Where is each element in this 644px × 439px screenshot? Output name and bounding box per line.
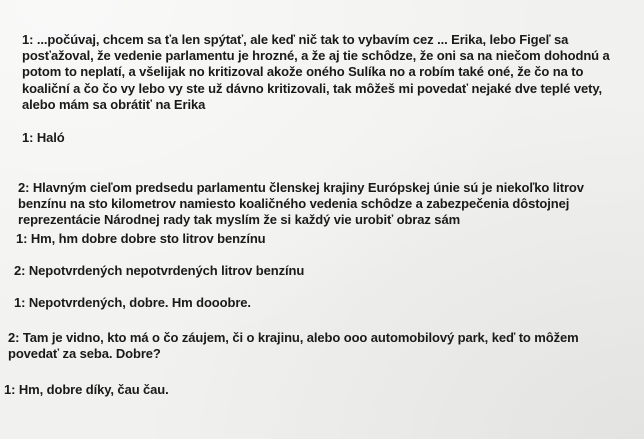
paragraph-speaker2-answer — [18, 180, 584, 229]
text-line: 2: Hlavným cieľom predsedu parlamentu členskej krajiny Európskej únie sú je niekoľko litrov — [18, 180, 584, 195]
paragraph-speaker1-reply — [16, 231, 266, 247]
paragraph-speaker1-ok — [14, 295, 251, 311]
text-line: povedať za seba. Dobre? — [8, 346, 161, 362]
text-line: 2: Nepotvrdených nepotvrdených litrov benzínu — [14, 263, 305, 278]
text-line: potom to neplatí, a všelijak no kritizoval akože oného Sulíka no a robím také oné, že čo na to — [22, 64, 584, 80]
text-line: 1: Haló — [22, 130, 65, 145]
text-line: 1: Nepotvrdených, dobre. Hm dooobre. — [14, 295, 251, 310]
text-line: 1: Hm, hm dobre dobre sto litrov benzínu — [16, 231, 266, 246]
text-line: reprezentácie Národnej rady tak myslím že si každý vie urobiť obraz sám — [18, 212, 461, 228]
text-line: 2: Tam je vidno, kto má o čo záujem, či o krajinu, alebo ooo automobilový park, keď to môžem — [8, 330, 579, 345]
text-line: 1: ...počúvaj, chcem sa ťa len spýtať, ale keď nič tak to vybavím cez ... Erika, lebo Figeľ sa — [22, 32, 569, 47]
paragraph-speaker1-hello — [22, 130, 65, 146]
text-line: koaliční a čo čo vy lebo vy ste už dávno kritizovali, tak môžeš mi povedať nejaké dve teplé vety, — [22, 80, 603, 96]
paragraph-speaker2-unconfirmed — [14, 263, 304, 279]
paragraph-speaker2-interest — [8, 330, 579, 362]
paragraph-speaker1-question — [22, 32, 610, 113]
text-line: benzínu na sto kilometrov namiesto koaličného vedenia schôdze a zabezpečenia dôstojnej — [18, 196, 570, 212]
paragraph-speaker1-bye — [4, 382, 169, 398]
text-line: alebo mám sa obrátiť na Erika — [22, 96, 206, 112]
text-line: 1: Hm, dobre díky, čau čau. — [4, 382, 169, 397]
text-line: posťažoval, že vedenie parlamentu je hrozné, a že aj tie schôdze, že oni sa na niečom dohodnú a — [22, 48, 610, 64]
